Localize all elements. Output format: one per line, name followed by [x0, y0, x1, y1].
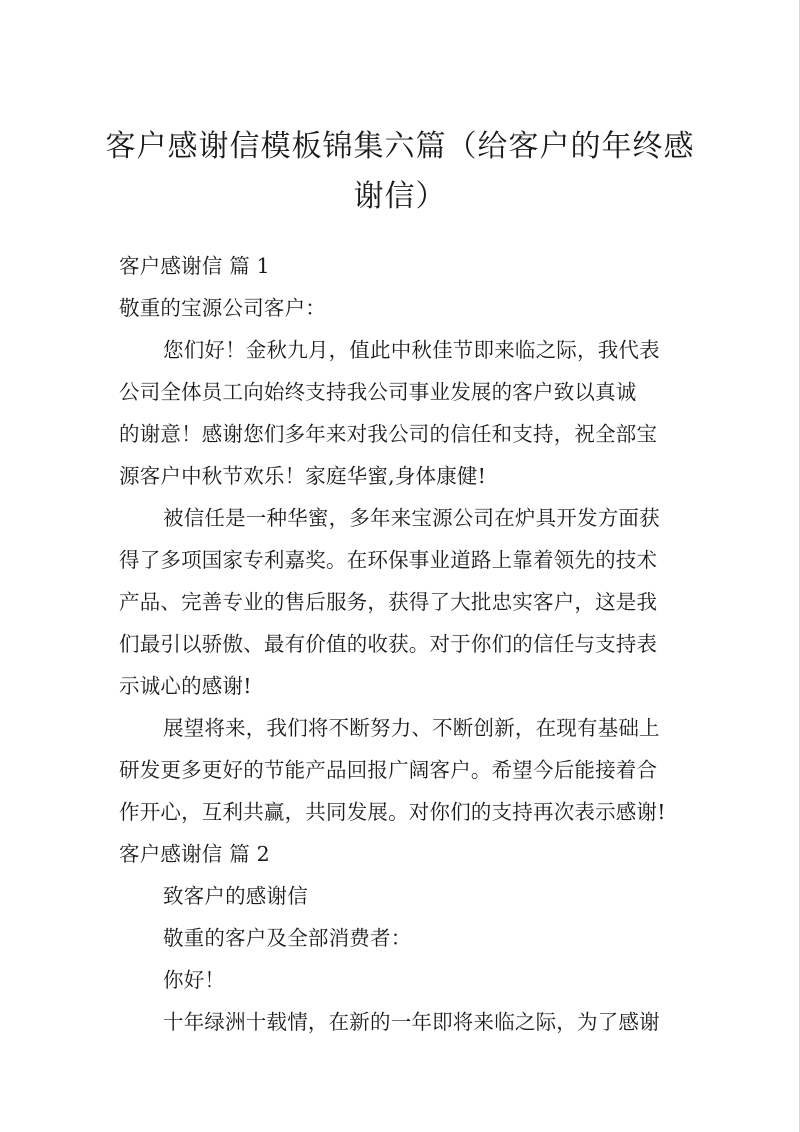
- paragraph-line: 您们好！金秋九月，值此中秋佳节即来临之际，我代表: [163, 338, 660, 362]
- section-heading-1: 客户感谢信 篇 1: [119, 254, 270, 278]
- paragraph-line: 被信任是一种华蜜，多年来宝源公司在炉具开发方面获: [163, 506, 660, 530]
- paragraph-line: 源客户中秋节欢乐！家庭华蜜,身体康健!: [119, 464, 487, 488]
- greeting: 你好！: [163, 968, 226, 992]
- paragraph-line: 研发更多更好的节能产品回报广阔客户。希望今后能接着合: [119, 758, 658, 782]
- paragraph-line: 得了多项国家专利嘉奖。在环保事业道路上靠着领先的技术: [119, 548, 658, 572]
- salutation: 敬重的客户及全部消费者：: [163, 926, 412, 950]
- document-title: 客户感谢信模板锦集六篇（给客户的年终感: [105, 129, 695, 164]
- paragraph-line: 产品、完善专业的售后服务，获得了大批忠实客户，这是我: [119, 590, 658, 614]
- paragraph-line: 公司全体员工向始终支持我公司事业发展的客户致以真诚: [119, 380, 637, 404]
- paragraph-line: 们最引以骄傲、最有价值的收获。对于你们的信任与支持表: [119, 632, 658, 656]
- paragraph-line: 作开心，互利共赢，共同发展。对你们的支持再次表示感谢!: [119, 800, 666, 824]
- section-heading-2: 客户感谢信 篇 2: [119, 842, 270, 866]
- document-title-continued: 谢信）: [353, 179, 447, 214]
- paragraph-line: 示诚心的感谢!: [119, 674, 252, 698]
- paragraph-line: 十年绿洲十载情，在新的一年即将来临之际，为了感谢: [163, 1010, 660, 1034]
- salutation: 敬重的宝源公司客户：: [119, 296, 326, 320]
- letter-title: 致客户的感谢信: [163, 884, 308, 908]
- paragraph-line: 展望将来，我们将不断努力、不断创新，在现有基础上: [163, 716, 660, 740]
- paragraph-line: 的谢意！感谢您们多年来对我公司的信任和支持，祝全部宝: [119, 422, 658, 446]
